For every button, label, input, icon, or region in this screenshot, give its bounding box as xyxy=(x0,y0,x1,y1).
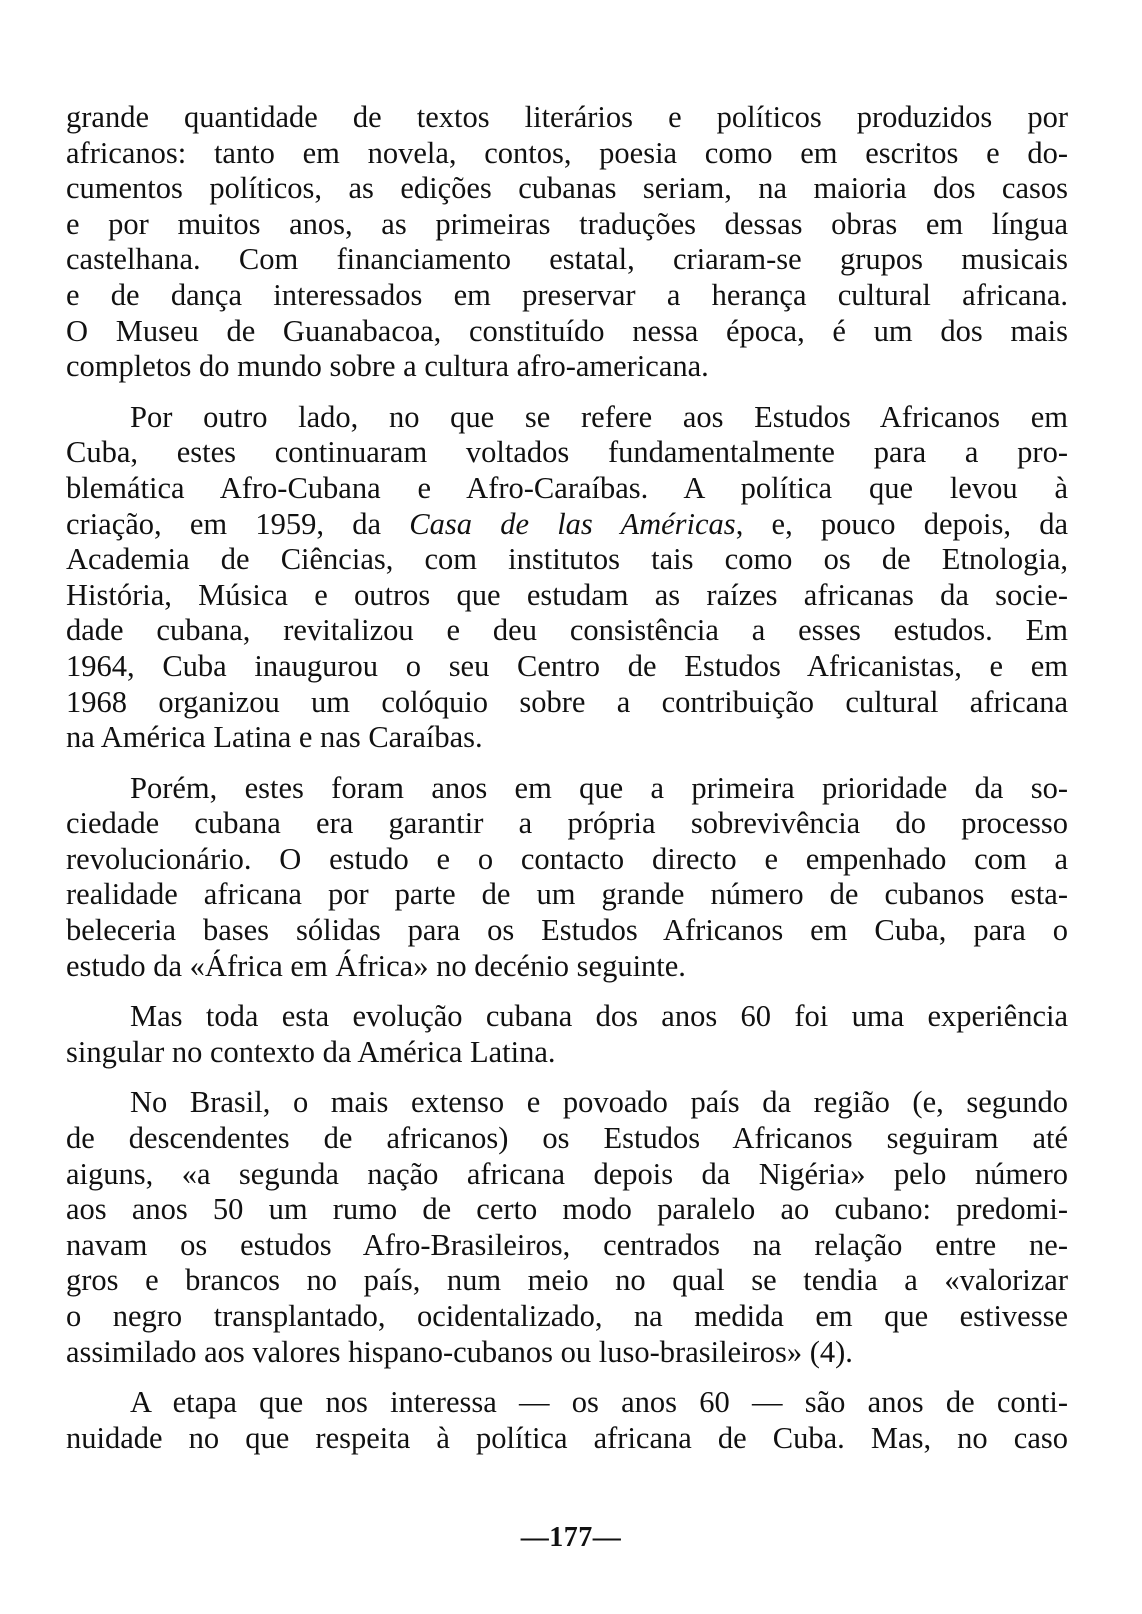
text-line: Porém, estes foram anos em que a primeira prioridade da so- xyxy=(130,770,1068,805)
text-line: de descendentes de africanos) os Estudos Africanos seguiram até xyxy=(66,1121,1068,1156)
text-line: estudo da «África em África» no decénio seguinte. xyxy=(66,948,686,983)
text-line: africanos: tanto em novela, contos, poesia como em escritos e do- xyxy=(66,135,1068,170)
paragraph-2 xyxy=(66,400,1068,756)
text-line: A etapa que nos interessa — os anos 60 — são anos de conti- xyxy=(130,1385,1068,1420)
text-line: completos do mundo sobre a cultura afro-americana. xyxy=(66,349,709,384)
text-line: 1964, Cuba inaugurou o seu Centro de Estudos Africanistas, e em xyxy=(66,648,1068,683)
text-line: Por outro lado, no que se refere aos Estudos Africanos em xyxy=(130,399,1068,434)
page-body xyxy=(66,100,1068,1471)
text-line: revolucionário. O estudo e o contacto directo e empenhado com a xyxy=(66,841,1068,876)
text-line: e por muitos anos, as primeiras traduções dessas obras em língua xyxy=(66,206,1068,241)
italic-title: Casa de las Américas xyxy=(409,506,736,541)
text-line: blemática Afro-Cubana e Afro-Caraíbas. A política que levou à xyxy=(66,470,1068,505)
page-number: —177— xyxy=(520,1522,622,1553)
paragraph-4 xyxy=(66,999,1068,1070)
text-line: navam os estudos Afro-Brasileiros, centrados na relação entre ne- xyxy=(66,1227,1068,1262)
text-line: e de dança interessados em preservar a herança cultural africana. xyxy=(66,277,1068,312)
text-line: na América Latina e nas Caraíbas. xyxy=(66,720,483,755)
text-line: o negro transplantado, ocidentalizado, na medida em que estivesse xyxy=(66,1299,1068,1333)
text-line: Mas toda esta evolução cubana dos anos 60 foi uma experiência xyxy=(130,999,1068,1034)
text-line: História, Música e outros que estudam as raízes africanas da socie- xyxy=(66,577,1068,612)
text-line: beleceria bases sólidas para os Estudos Africanos em Cuba, para o xyxy=(66,913,1068,948)
text-line: ciedade cubana era garantir a própria sobrevivência do processo xyxy=(66,806,1068,841)
text-line: dade cubana, revitalizou e deu consistência a esses estudos. Em xyxy=(66,613,1068,648)
text-line: castelhana. Com financiamento estatal, criaram-se grupos musicais xyxy=(66,242,1068,277)
text-line: No Brasil, o mais extenso e povoado país da região (e, segundo xyxy=(130,1085,1068,1120)
text-line: nuidade no que respeita à política africana de Cuba. Mas, no caso xyxy=(66,1420,1068,1455)
text-line: O Museu de Guanabacoa, constituído nessa época, é um dos mais xyxy=(66,313,1068,348)
text-line: cumentos políticos, as edições cubanas seriam, na maioria dos casos xyxy=(66,171,1068,206)
text-line: 1968 organizou um colóquio sobre a contribuição cultural africana xyxy=(66,684,1068,719)
text-line: assimilado aos valores hispano-cubanos ou luso-brasileiros» (4). xyxy=(66,1334,853,1369)
text-line: aos anos 50 um rumo de certo modo paralelo ao cubano: predomi- xyxy=(66,1192,1068,1227)
text-line-with-italic-title: criação, em 1959, da Casa de las Américas, e, pouco depois, da xyxy=(66,506,1068,541)
text-line: singular no contexto da América Latina. xyxy=(66,1034,556,1069)
text-line: realidade africana por parte de um grande número de cubanos esta- xyxy=(66,877,1068,912)
text-line: gros e brancos no país, num meio no qual se tendia a «valorizar xyxy=(66,1263,1068,1298)
text-line: grande quantidade de textos literários e políticos produzidos por xyxy=(66,100,1068,134)
text-line: aiguns, «a segunda nação africana depois da Nigéria» pelo número xyxy=(66,1156,1068,1191)
paragraph-5 xyxy=(66,1085,1068,1370)
paragraph-1 xyxy=(66,100,1068,385)
paragraph-3 xyxy=(66,771,1068,985)
paragraph-6 xyxy=(66,1385,1068,1456)
text-line: Cuba, estes continuaram voltados fundamentalmente para a pro- xyxy=(66,435,1068,470)
text-line: Academia de Ciências, com institutos tais como os de Etnologia, xyxy=(66,542,1068,577)
